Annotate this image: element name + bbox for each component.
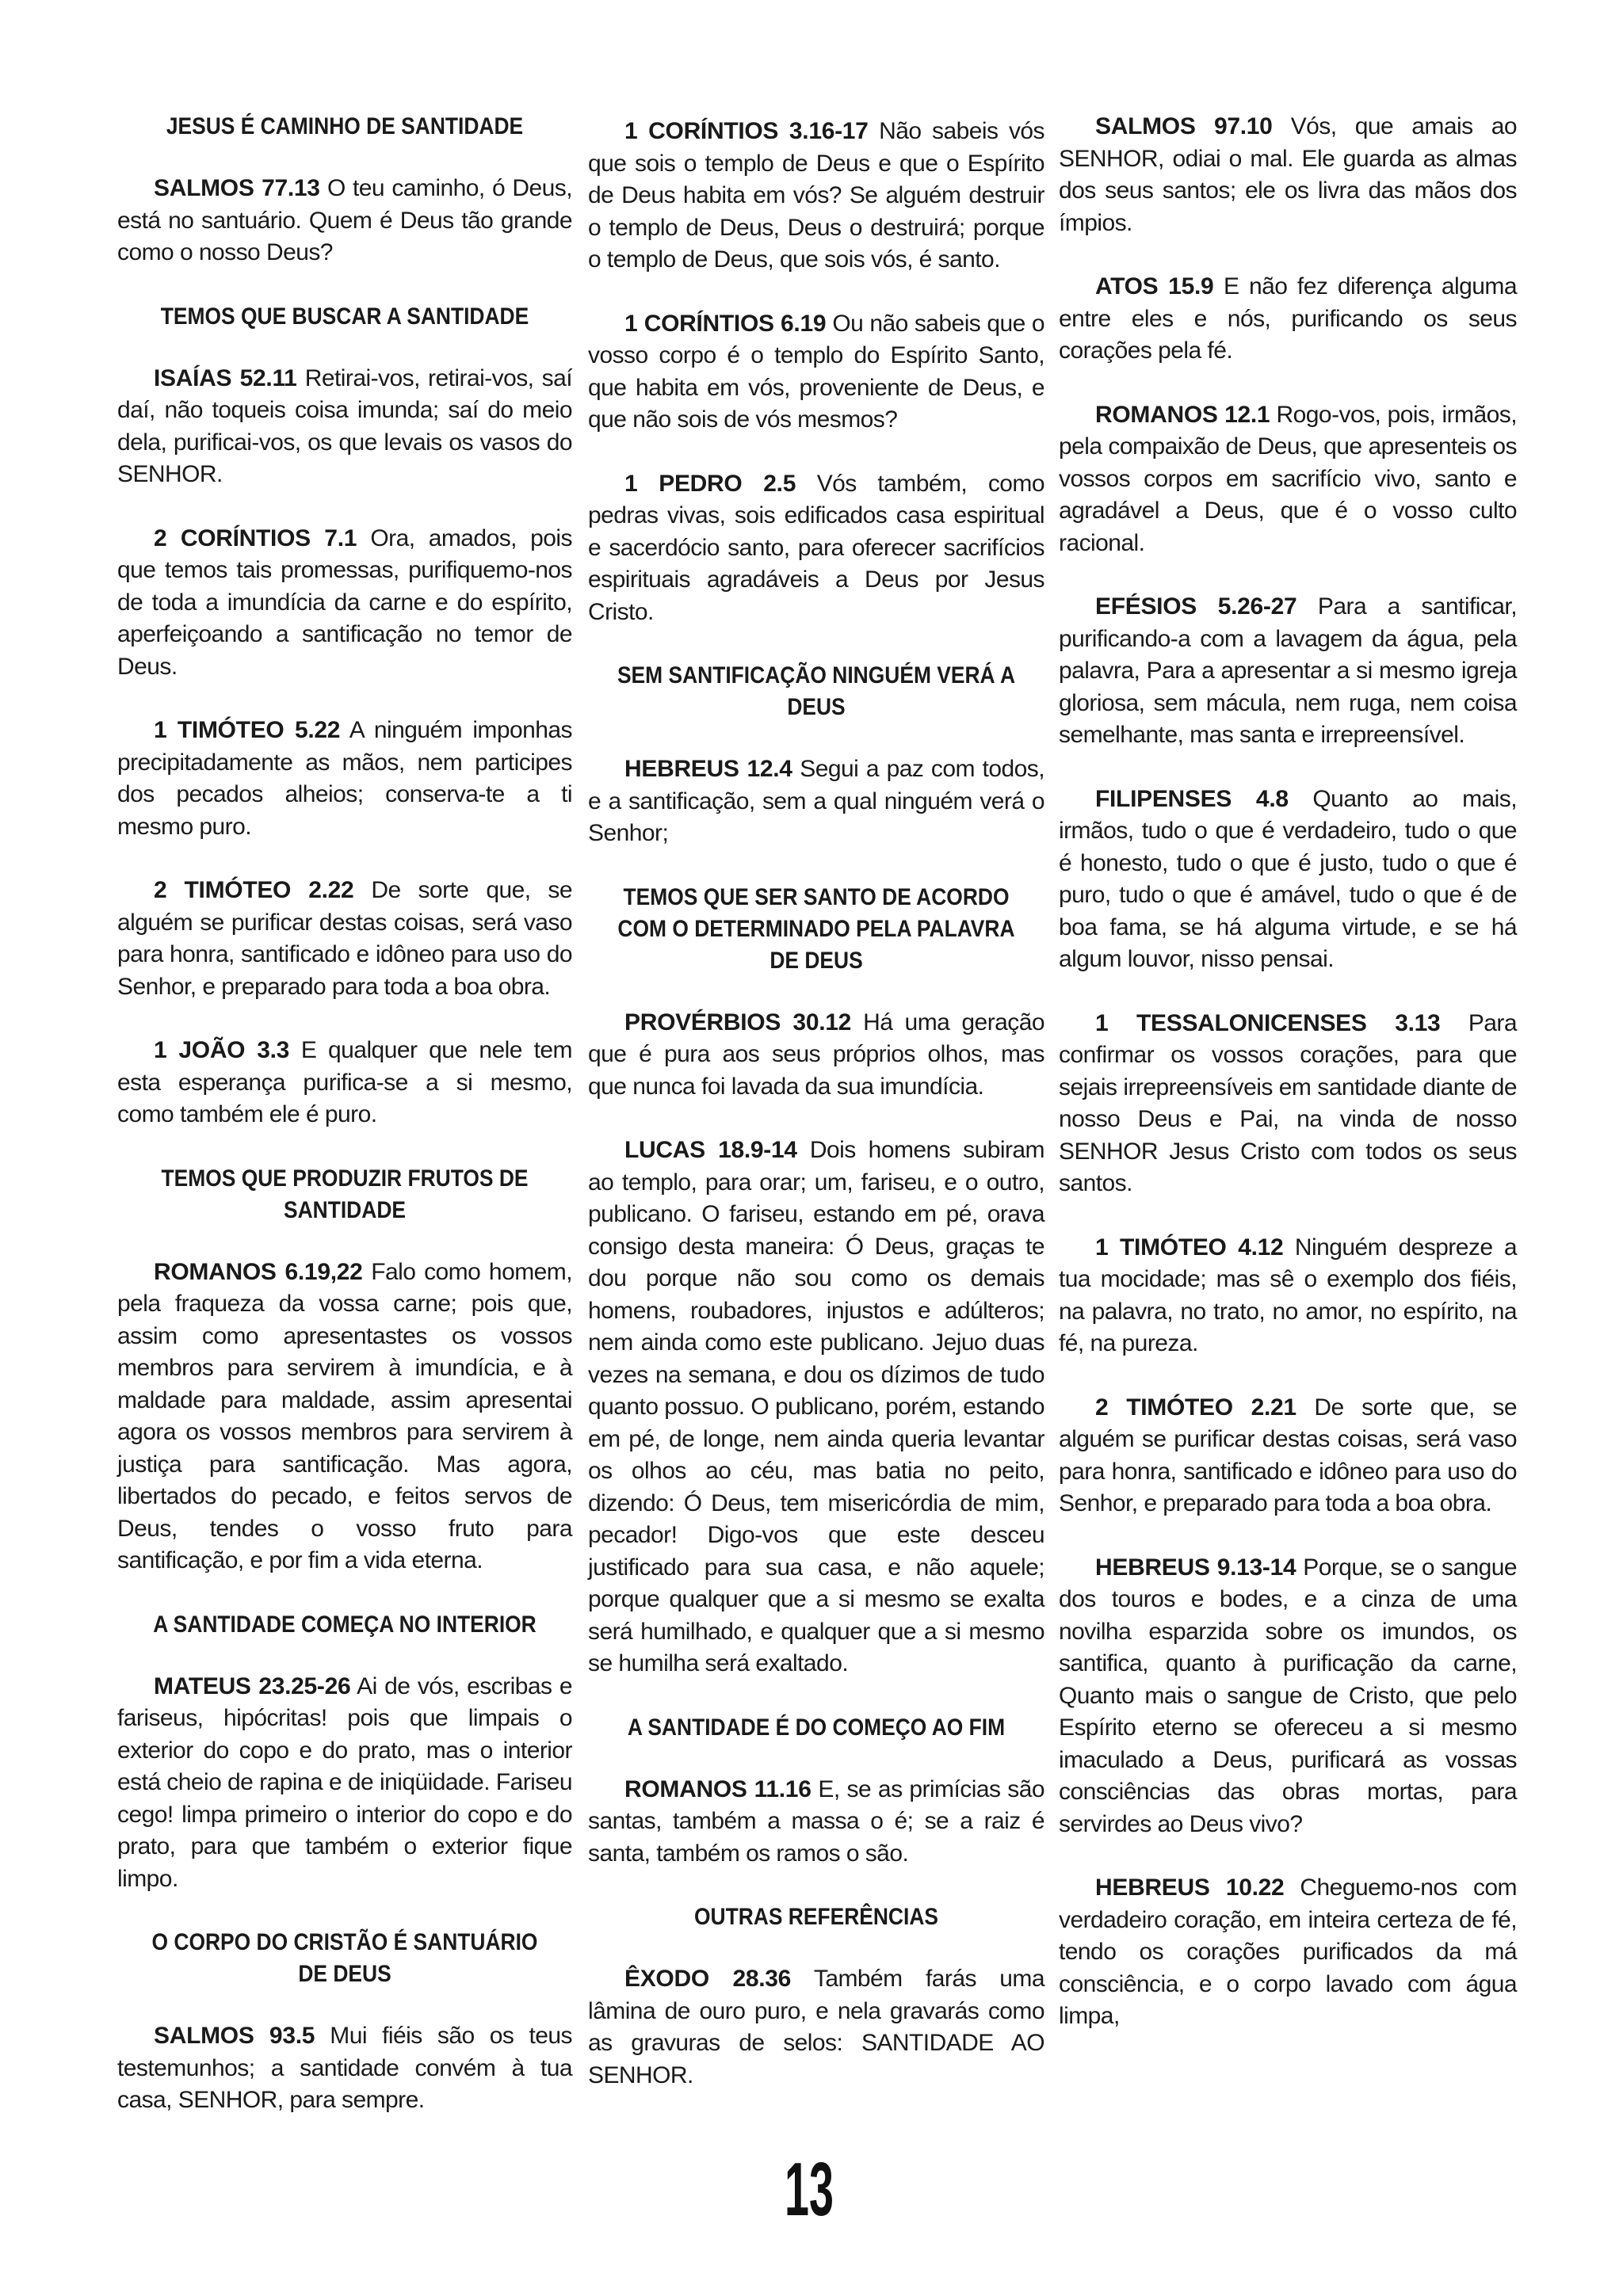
section-heading: O CORPO DO CRISTÃO É SANTUÁRIO DE DEUS <box>151 1929 538 1987</box>
verse-reference: 1 CORÍNTIOS 6.19 <box>624 310 827 337</box>
verse-block <box>1059 1392 1517 1520</box>
verse-text: Para a santificar, purificando-a com a lavagem da água, pela palavra, Para a apresentar a si mesmo igreja gloriosa, sem mácula, nem ruga, nem coisa semelhante, mas santa e irrepreensível. <box>1059 593 1517 748</box>
verse-block <box>1059 399 1517 560</box>
verse-block <box>1059 271 1517 368</box>
verse-reference: ISAÍAS 52.11 <box>154 364 297 391</box>
verse-reference: 1 CORÍNTIOS 3.16-17 <box>624 118 869 144</box>
section-heading: SEM SANTIFICAÇÃO NINGUÉM VERÁ A DEUS <box>617 662 1016 720</box>
verse-text: E não fez diferença alguma entre eles e nós, purificando os seus corações pela fé. <box>1059 273 1517 364</box>
verse-paragraph <box>1059 1872 1517 2033</box>
verse-reference: MATEUS 23.25-26 <box>154 1672 351 1699</box>
verse-text: Cheguemo-nos com verdadeiro coração, em inteira certeza de fé, tendo os corações purificados da má consciência, e o corpo lavado com água limpa, <box>1059 1875 1517 2029</box>
page-number: 13 <box>785 2147 834 2232</box>
verse-reference: 2 TIMÓTEO 2.22 <box>154 877 354 903</box>
verse-block <box>117 363 572 491</box>
verse-text: Retirai-vos, retirai-vos, saí daí, não toqueis coisa imunda; saí do meio dela, purificai-vos, os que levais os vasos do SENHOR. <box>117 364 572 487</box>
verse-text: Também farás uma lâmina de ouro puro, e nela gravarás como as gravuras de selos: SANTIDADE AO SENHOR. <box>588 1966 1044 2088</box>
verse-reference: 2 TIMÓTEO 2.21 <box>1095 1394 1296 1421</box>
verse-paragraph <box>588 1774 1044 1871</box>
verse-block <box>1059 111 1517 239</box>
verse-text: Não sabeis vós que sois o templo de Deus e que o Espírito de Deus habita em vós? Se alguém destruir o templo de Deus, Deus o destruirá; porque o templo de Deus, que sois vós, é santo. <box>588 118 1044 273</box>
verse-paragraph <box>117 2020 572 2117</box>
verse-paragraph <box>117 715 572 843</box>
section-heading: OUTRAS REFERÊNCIAS <box>693 1904 939 1930</box>
verse-text: Vós, que amais ao SENHOR, odiai o mal. Ele guarda as almas dos seus santos; ele os livra das mãos dos ímpios. <box>1059 113 1517 236</box>
verse-block <box>117 715 572 843</box>
verse-text: Rogo-vos, pois, irmãos, pela compaixão de Deus, que apresenteis os vossos corpos em sacrifício vivo, santo e agradável a Deus, que é o vosso culto racional. <box>1059 401 1517 556</box>
verse-block <box>588 308 1044 437</box>
verse-paragraph <box>117 1257 572 1577</box>
verse-paragraph <box>1059 591 1517 752</box>
verse-block <box>588 468 1044 629</box>
verse-reference: FILIPENSES 4.8 <box>1095 785 1289 812</box>
verse-reference: ÊXODO 28.36 <box>624 1966 792 1992</box>
verse-block <box>588 753 1044 850</box>
verse-paragraph <box>117 1671 572 1896</box>
verse-text: Ai de vós, escribas e fariseus, hipócritas! pois que limpais o exterior do copo e do prato, mas o interior está cheio de rapina e de iniqüidade. Fariseu cego! limpa primeiro o interior do copo e do prato, para que também o exterior fique limpo. <box>117 1672 572 1892</box>
verse-text: Ou não sabeis que o vosso corpo é o templo do Espírito Santo, que habita em vós, proveniente de Deus, e que não sois de vós mesmos? <box>588 310 1044 433</box>
verse-block <box>117 1671 572 1896</box>
verse-text: Há uma geração que é pura aos seus próprios olhos, mas que nunca foi lavada da sua imundícia. <box>588 1009 1044 1100</box>
verse-block <box>588 1774 1044 1871</box>
verse-text: Vós também, como pedras vivas, sois edificados casa espiritual e sacerdócio santo, para oferecer sacrifícios espirituais agradáveis a Deus por Jesus Cristo. <box>588 470 1044 625</box>
verse-block <box>1059 1872 1517 2033</box>
verse-paragraph <box>1059 399 1517 560</box>
verse-text: O teu caminho, ó Deus, está no santuário. Quem é Deus tão grande como o nosso Deus? <box>117 175 572 265</box>
verse-reference: HEBREUS 10.22 <box>1095 1875 1285 1901</box>
verse-reference: ROMANOS 11.16 <box>624 1775 812 1802</box>
verse-reference: ATOS 15.9 <box>1095 273 1214 299</box>
section-heading: A SANTIDADE É DO COMEÇO AO FIM <box>627 1714 1006 1741</box>
verse-paragraph <box>117 173 572 269</box>
verse-reference: HEBREUS 9.13-14 <box>1095 1554 1296 1581</box>
column-left <box>117 111 572 2149</box>
verse-reference: LUCAS 18.9-14 <box>624 1137 797 1163</box>
verse-reference: SALMOS 97.10 <box>1095 113 1273 139</box>
verse-block <box>117 1257 572 1577</box>
verse-block <box>588 116 1044 277</box>
section-heading: A SANTIDADE COMEÇA NO INTERIOR <box>153 1611 537 1638</box>
verse-paragraph <box>588 753 1044 850</box>
verse-text: E qualquer que nele tem esta esperança purifica-se a si mesmo, como também ele é puro. <box>117 1037 572 1127</box>
verse-paragraph <box>1059 1008 1517 1200</box>
verse-reference: 1 TIMÓTEO 4.12 <box>1095 1234 1284 1261</box>
verse-paragraph <box>1059 1552 1517 1841</box>
verse-block <box>1059 1552 1517 1841</box>
verse-paragraph <box>1059 784 1517 976</box>
verse-block <box>117 523 572 684</box>
verse-text: Ora, amados, pois que temos tais promessas, purifiquemo-nos de toda a imundícia da carne e do espírito, aperfeiçoando a santificação no temor de Deus. <box>117 524 572 680</box>
verse-text: A ninguém imponhas precipitadamente as mãos, nem participes dos pecados alheios; conserva-te a ti mesmo puro. <box>117 717 572 840</box>
verse-paragraph <box>117 875 572 1003</box>
verse-reference: HEBREUS 12.4 <box>624 756 792 782</box>
verse-block <box>588 1963 1044 2092</box>
verse-text: Falo como homem, pela fraqueza da vossa carne; pois que, assim como apresentastes os vossos membros para servirem à imundícia, e à maldade para maldade, assim apresentai agora os vossos membros para servirem à justiça para santificação. Mas agora, libertados do pecado, e feitos servos de Deus, tendes o vosso fruto para santificação, e por fim a vida eterna. <box>117 1258 573 1573</box>
verse-reference: SALMOS 77.13 <box>154 175 320 201</box>
verse-block <box>1059 1232 1517 1360</box>
verse-paragraph <box>1059 271 1517 368</box>
section-heading: JESUS É CAMINHO DE SANTIDADE <box>166 113 524 139</box>
verse-block <box>117 173 572 269</box>
verse-paragraph <box>588 1963 1044 2092</box>
verse-paragraph <box>117 363 572 491</box>
verse-block <box>1059 1008 1517 1200</box>
verse-paragraph <box>117 1035 572 1131</box>
section-heading: TEMOS QUE SER SANTO DE ACORDO COM O DETERMINADO PELA PALAVRA DE DEUS <box>617 883 1015 974</box>
verse-block <box>588 1135 1044 1680</box>
verse-text: Porque, se o sangue dos touros e bodes, e a cinza de uma novilha esparzida sobre os imundos, os santifica, quanto à purificação da carne, Quanto mais o sangue de Cristo, que pelo Espírito eterno se ofereceu a si mesmo imaculado a Deus, purificará as vossas consciências das obras mortas, para servirdes ao Deus vivo? <box>1059 1554 1517 1837</box>
verse-reference: PROVÉRBIOS 30.12 <box>624 1009 852 1035</box>
verse-paragraph <box>1059 111 1517 239</box>
verse-paragraph <box>588 116 1044 277</box>
verse-paragraph <box>588 1135 1044 1680</box>
verse-text: Segui a paz com todos, e a santificação, sem a qual ninguém verá o Senhor; <box>588 756 1044 846</box>
section-heading: TEMOS QUE PRODUZIR FRUTOS DE SANTIDADE <box>161 1165 529 1223</box>
verse-paragraph <box>117 523 572 684</box>
verse-reference: SALMOS 93.5 <box>154 2023 315 2049</box>
verse-reference: ROMANOS 6.19,22 <box>154 1258 363 1285</box>
verse-block <box>117 1035 572 1131</box>
verse-text: Dois homens subiram ao templo, para orar; um, fariseu, e o outro, publicano. O fariseu, estando em pé, orava consigo desta maneira: Ó Deus, graças te dou porque não sou como os demais homens, roubadores, injustos e adúlteros; nem ainda como este publicano. Jejuo duas vezes na semana, e dou os dízimos de tudo quanto possuo. O publicano, porém, estando em pé, de longe, nem ainda queria levantar os olhos ao céu, mas batia no peito, dizendo: Ó Deus, tem misericórdia de mim, pecador! Digo-vos que este desceu justificado para sua casa, e não aquele; porque qualquer que a si mesmo se exalta será humilhado, e qualquer que a si mesmo se humilha será exaltado. <box>588 1137 1045 1676</box>
verse-block <box>117 2020 572 2117</box>
verse-reference: EFÉSIOS 5.26-27 <box>1095 593 1297 620</box>
section-heading: TEMOS QUE BUSCAR A SANTIDADE <box>160 303 529 330</box>
verse-reference: 2 CORÍNTIOS 7.1 <box>154 524 357 551</box>
verse-text: Quanto ao mais, irmãos, tudo o que é verdadeiro, tudo o que é honesto, tudo o que é justo, tudo o que é puro, tudo o que é amável, tudo o que é de boa fama, se há alguma virtude, e se há algum louvor, nisso pensai. <box>1059 785 1517 972</box>
verse-reference: 1 JOÃO 3.3 <box>154 1037 290 1063</box>
column-middle <box>588 111 1044 2123</box>
verse-text: Ninguém despreze a tua mocidade; mas sê o exemplo dos fiéis, na palavra, no trato, no amor, no espírito, na fé, na pureza. <box>1059 1234 1517 1356</box>
verse-text: De sorte que, se alguém se purificar destas coisas, será vaso para honra, santificado e idôneo para uso do Senhor, e preparado para toda a boa obra. <box>117 877 573 1000</box>
verse-block <box>1059 784 1517 976</box>
verse-reference: 1 TESSALONICENSES 3.13 <box>1095 1009 1441 1036</box>
verse-text: Mui fiéis são os teus testemunhos; a santidade convém à tua casa, SENHOR, para sempre. <box>117 2023 572 2113</box>
verse-paragraph <box>588 468 1044 629</box>
verse-paragraph <box>588 1007 1044 1104</box>
verse-text: Para confirmar os vossos corações, para que sejais irrepreensíveis em santidade diante de nosso Deus e Pai, na vinda de nosso SENHOR Jesus Cristo com todos os seus santos. <box>1059 1009 1517 1196</box>
verse-text: De sorte que, se alguém se purificar destas coisas, será vaso para honra, santificado e idôneo para uso do Senhor, e preparado para toda a boa obra. <box>1059 1394 1517 1516</box>
verse-reference: ROMANOS 12.1 <box>1095 401 1270 428</box>
verse-block <box>117 875 572 1003</box>
verse-reference: 1 TIMÓTEO 5.22 <box>154 717 341 743</box>
verse-paragraph <box>1059 1392 1517 1520</box>
verse-paragraph <box>1059 1232 1517 1360</box>
column-right <box>1059 111 1517 2065</box>
verse-block <box>1059 591 1517 752</box>
verse-paragraph <box>588 308 1044 437</box>
verse-reference: 1 PEDRO 2.5 <box>624 470 796 497</box>
verse-block <box>588 1007 1044 1104</box>
verse-text: E, se as primícias são santas, também a massa o é; se a raiz é santa, também os ramos o são. <box>588 1775 1044 1867</box>
